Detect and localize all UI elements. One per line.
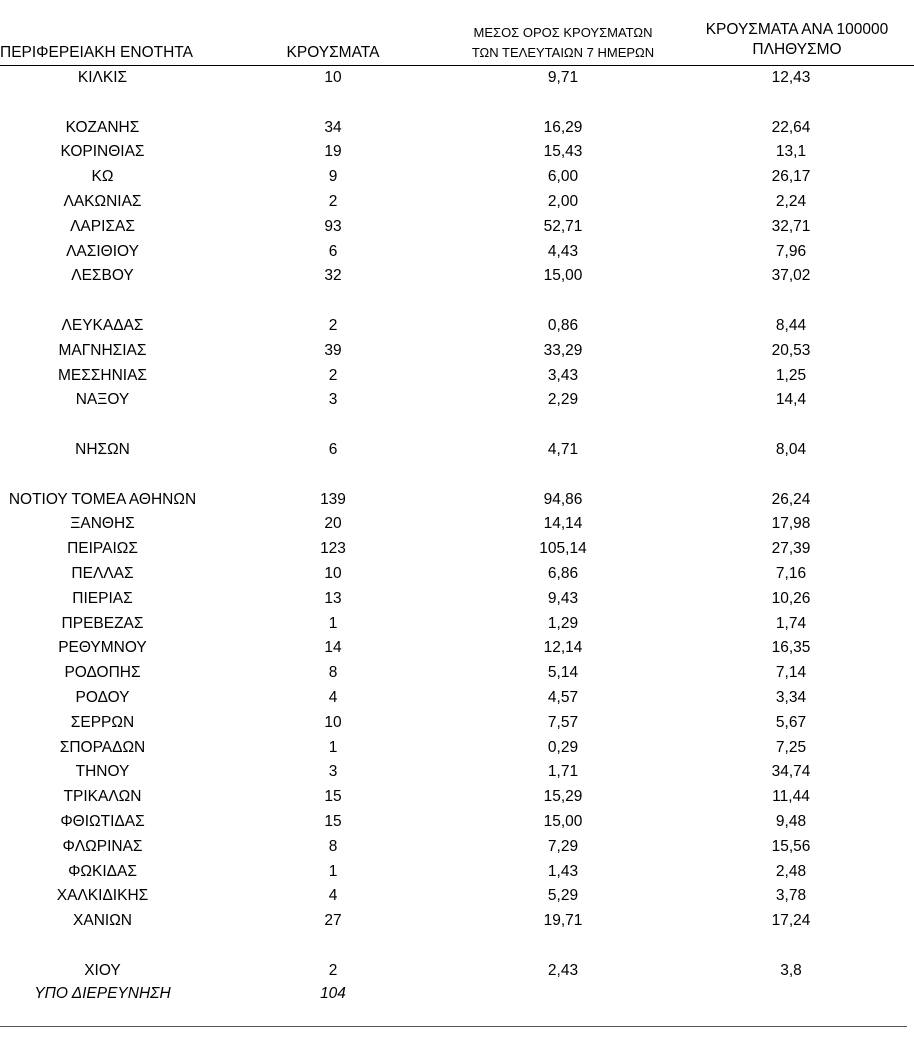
average-cell: 9,71 xyxy=(547,69,579,86)
table-row xyxy=(0,512,914,537)
average-cell: 19,71 xyxy=(543,912,583,930)
region-cell: ΠΕΛΛΑΣ xyxy=(71,564,134,582)
region-cell: ΚΟΡΙΝΘΙΑΣ xyxy=(60,143,145,161)
cases-cell: 10 xyxy=(324,69,342,86)
average-cell: 15,00 xyxy=(543,812,583,830)
header-seven-day-average xyxy=(448,23,678,63)
region-cell: ΚΩ xyxy=(91,168,114,186)
table-row xyxy=(0,66,914,91)
table-row xyxy=(0,909,914,934)
region-cell: ΤΡΙΚΑΛΩΝ xyxy=(63,788,142,806)
cases-cell: 15 xyxy=(324,812,342,830)
region-cell: ΦΩΚΙΔΑΣ xyxy=(68,862,137,880)
per-100000-cell: 37,02 xyxy=(771,267,811,285)
table-row xyxy=(0,190,914,215)
cases-cell: 1 xyxy=(328,862,338,880)
average-cell: 0,29 xyxy=(547,738,579,756)
cases-cell: 4 xyxy=(328,688,338,706)
region-cell: ΦΘΙΩΤΙΔΑΣ xyxy=(60,812,145,830)
average-cell: 1,43 xyxy=(547,862,579,880)
average-cell: 33,29 xyxy=(543,341,583,359)
table-row xyxy=(0,860,914,885)
average-cell: 7,57 xyxy=(547,713,579,731)
table-row xyxy=(0,289,914,339)
region-cell: ΣΕΡΡΩΝ xyxy=(70,713,135,731)
average-cell: 15,43 xyxy=(543,143,583,161)
average-cell: 3,43 xyxy=(547,366,579,384)
cases-cell: 93 xyxy=(324,217,342,235)
average-cell: 7,29 xyxy=(547,837,579,855)
cases-cell: 8 xyxy=(328,837,338,855)
region-cell: ΧΑΛΚΙΔΙΚΗΣ xyxy=(56,887,149,905)
region-cell: ΛΑΣΙΘΙΟΥ xyxy=(66,242,139,260)
under-investigation-label: ΥΠΟ ΔΙΕΡΕΥΝΗΣΗ xyxy=(34,985,171,1002)
average-cell: 2,29 xyxy=(547,391,579,409)
table-header xyxy=(0,0,914,66)
region-cell: ΜΑΓΝΗΣΙΑΣ xyxy=(58,341,147,359)
table-row xyxy=(0,165,914,190)
average-cell: 2,43 xyxy=(547,961,579,979)
table-row xyxy=(0,339,914,364)
average-cell: 105,14 xyxy=(539,540,587,558)
average-cell: 14,14 xyxy=(543,515,583,533)
table-row xyxy=(0,835,914,860)
per-100000-cell: 34,74 xyxy=(771,763,811,781)
average-cell: 5,29 xyxy=(547,887,579,905)
region-cell: ΡΟΔΟΠΗΣ xyxy=(64,664,141,682)
cases-cell: 10 xyxy=(324,713,342,731)
header-cases: ΚΡΟΥΣΜΑΤΑ xyxy=(286,44,380,61)
per-100000-cell: 7,96 xyxy=(775,242,807,260)
table-row xyxy=(0,810,914,835)
per-100000-cell: 3,78 xyxy=(775,887,807,905)
average-cell: 6,86 xyxy=(547,564,579,582)
cases-cell: 10 xyxy=(324,564,342,582)
table-row xyxy=(0,785,914,810)
cases-cell: 139 xyxy=(320,490,346,508)
header-region: ΠΕΡΙΦΕΡΕΙΑΚΗ ΕΝΟΤΗΤΑ xyxy=(0,44,193,61)
per-100000-cell: 11,44 xyxy=(772,788,810,806)
cases-cell: 39 xyxy=(324,341,342,359)
under-investigation-value: 104 xyxy=(320,985,346,1002)
table-row xyxy=(0,463,914,513)
table-row xyxy=(0,686,914,711)
region-cell: ΝΑΞΟΥ xyxy=(75,391,130,409)
cases-cell: 3 xyxy=(328,391,338,409)
cases-cell: 14 xyxy=(324,639,342,657)
table-row xyxy=(0,711,914,736)
per-100000-cell: 8,44 xyxy=(775,316,807,334)
per-100000-cell: 22,64 xyxy=(771,118,811,136)
average-cell: 1,71 xyxy=(547,763,579,781)
average-cell: 9,43 xyxy=(547,589,579,607)
cases-cell: 9 xyxy=(328,168,338,186)
per-100000-cell: 10,26 xyxy=(771,589,811,607)
table-row xyxy=(0,413,914,463)
per-100000-cell: 27,39 xyxy=(771,540,811,558)
average-cell: 16,29 xyxy=(543,118,583,136)
cases-cell: 123 xyxy=(320,540,346,558)
per-100000-cell: 5,67 xyxy=(775,713,807,731)
average-cell: 0,86 xyxy=(547,316,579,334)
cases-cell: 6 xyxy=(328,440,338,458)
region-cell: ΠΡΕΒΕΖΑΣ xyxy=(61,614,144,632)
region-cell: ΠΙΕΡΙΑΣ xyxy=(72,589,133,607)
per-100000-cell: 17,24 xyxy=(771,912,811,930)
average-cell: 6,00 xyxy=(547,168,579,186)
cases-cell: 2 xyxy=(328,192,338,210)
per-100000-cell: 20,53 xyxy=(771,341,811,359)
region-cell: ΝΗΣΩΝ xyxy=(75,440,130,458)
per-100000-cell: 3,34 xyxy=(775,688,807,706)
region-cell: ΠΕΙΡΑΙΩΣ xyxy=(67,540,138,558)
cases-cell: 20 xyxy=(324,515,342,533)
header-per-line-2: ΠΛΗΘΥΣΜΟ xyxy=(752,41,842,58)
table-row xyxy=(0,612,914,637)
region-cell: ΦΛΩΡΙΝΑΣ xyxy=(62,837,143,855)
average-cell: 4,43 xyxy=(547,242,579,260)
cases-cell: 32 xyxy=(324,267,342,285)
cases-cell: 6 xyxy=(328,242,338,260)
table-row xyxy=(0,264,914,289)
region-cell: ΝΟΤΙΟΥ ΤΟΜΕΑ ΑΘΗΝΩΝ xyxy=(8,490,197,508)
header-per-line-1: ΚΡΟΥΣΜΑΤΑ ΑΝΑ 100000 xyxy=(705,21,889,38)
table-row xyxy=(0,884,914,909)
cases-cell: 15 xyxy=(324,788,342,806)
table-row xyxy=(0,587,914,612)
average-cell: 52,71 xyxy=(543,217,583,235)
region-cell: ΛΑΚΩΝΙΑΣ xyxy=(63,192,142,210)
region-cell: ΡΕΘΥΜΝΟΥ xyxy=(58,639,147,657)
region-cell: ΣΠΟΡΑΔΩΝ xyxy=(59,738,146,756)
region-cell: ΜΕΣΣΗΝΙΑΣ xyxy=(57,366,148,384)
region-cell: ΚΟΖΑΝΗΣ xyxy=(65,118,140,136)
per-100000-cell: 3,8 xyxy=(780,961,802,979)
cases-cell: 1 xyxy=(328,738,338,756)
table-row xyxy=(0,388,914,413)
region-cell: ΧΑΝΙΩΝ xyxy=(73,912,132,930)
per-100000-cell: 26,17 xyxy=(771,168,811,186)
average-cell: 5,14 xyxy=(547,664,579,682)
average-cell: 15,00 xyxy=(543,267,583,285)
cases-cell: 4 xyxy=(328,887,338,905)
region-cell: ΤΗΝΟΥ xyxy=(75,763,130,781)
cases-cell: 2 xyxy=(328,366,338,384)
per-100000-cell: 14,4 xyxy=(775,391,807,409)
average-cell: 2,00 xyxy=(547,192,579,210)
cases-cell: 19 xyxy=(324,143,342,161)
table-row xyxy=(0,934,914,984)
region-cell: ΡΟΔΟΥ xyxy=(75,688,130,706)
table-row xyxy=(0,240,914,265)
cases-cell: 34 xyxy=(324,118,342,136)
table-row xyxy=(0,661,914,686)
region-cell: ΛΑΡΙΣΑΣ xyxy=(70,217,135,235)
per-100000-cell: 7,25 xyxy=(775,738,807,756)
region-cell: ΧΙΟΥ xyxy=(84,961,121,979)
bottom-divider xyxy=(0,1026,907,1027)
header-cases-per-100000 xyxy=(680,20,914,60)
per-100000-cell: 8,04 xyxy=(775,440,807,458)
table-row xyxy=(0,537,914,562)
per-100000-cell: 13,1 xyxy=(775,143,807,161)
per-100000-cell: 26,24 xyxy=(771,490,811,508)
cases-cell: 13 xyxy=(324,589,342,607)
cases-cell: 8 xyxy=(328,664,338,682)
per-100000-cell: 1,74 xyxy=(775,614,807,632)
average-cell: 12,14 xyxy=(543,639,583,657)
region-cell: ΚΙΛΚΙΣ xyxy=(77,69,128,86)
per-100000-cell: 7,14 xyxy=(775,664,807,682)
average-cell: 15,29 xyxy=(543,788,583,806)
region-cell: ΞΑΝΘΗΣ xyxy=(70,515,135,533)
per-100000-cell: 17,98 xyxy=(771,515,811,533)
region-cell: ΛΕΥΚΑΔΑΣ xyxy=(61,316,144,334)
header-average-line-1: ΜΕΣΟΣ ΟΡΟΣ ΚΡΟΥΣΜΑΤΩΝ xyxy=(473,25,653,40)
per-100000-cell: 9,48 xyxy=(775,812,807,830)
cases-cell: 3 xyxy=(328,763,338,781)
per-100000-cell: 32,71 xyxy=(771,217,811,235)
header-average-line-2: ΤΩΝ ΤΕΛΕΥΤΑΙΩΝ 7 ΗΜΕΡΩΝ xyxy=(471,45,655,60)
per-100000-cell: 15,56 xyxy=(771,837,811,855)
cases-cell: 27 xyxy=(324,912,342,930)
region-cell: ΛΕΣΒΟΥ xyxy=(71,267,134,285)
average-cell: 94,86 xyxy=(543,490,583,508)
per-100000-cell: 12,43 xyxy=(771,69,811,86)
table-row xyxy=(0,562,914,587)
cases-cell: 2 xyxy=(328,316,338,334)
per-100000-cell: 2,24 xyxy=(775,192,807,210)
table-body xyxy=(0,66,914,983)
cases-cell: 2 xyxy=(328,961,338,979)
table-row xyxy=(0,364,914,389)
table-row xyxy=(0,636,914,661)
per-100000-cell: 16,35 xyxy=(771,639,811,657)
table-row xyxy=(0,736,914,761)
per-100000-cell: 2,48 xyxy=(775,862,807,880)
table-row xyxy=(0,91,914,141)
average-cell: 4,71 xyxy=(547,440,579,458)
per-100000-cell: 1,25 xyxy=(775,366,807,384)
table-row xyxy=(0,140,914,165)
average-cell: 1,29 xyxy=(547,614,579,632)
average-cell: 4,57 xyxy=(547,688,579,706)
table-row xyxy=(0,215,914,240)
per-100000-cell: 7,16 xyxy=(775,564,807,582)
table-row xyxy=(0,760,914,785)
cases-cell: 1 xyxy=(328,614,338,632)
